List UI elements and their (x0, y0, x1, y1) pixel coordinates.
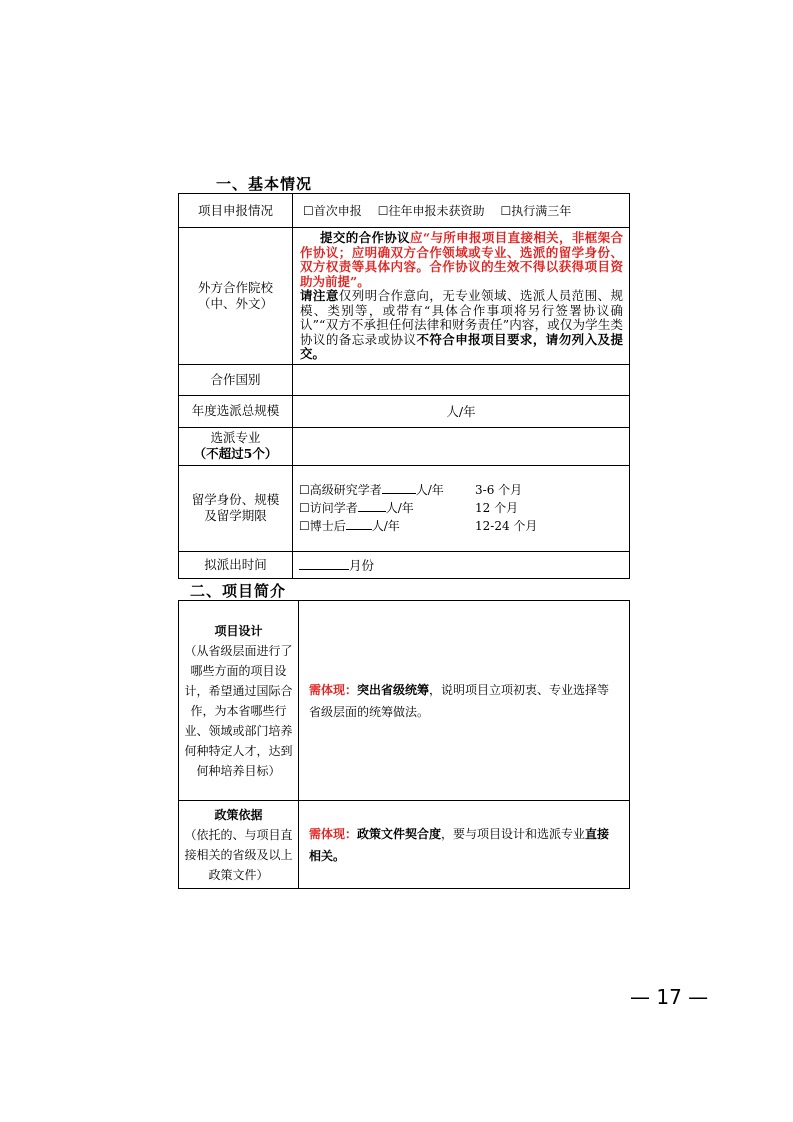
section1-title: 一、基本情况 (216, 175, 313, 193)
application-label: 项目申报情况 (179, 194, 293, 228)
partner-label (179, 228, 293, 365)
agreement-lead: 提交的合作协议 (320, 230, 411, 245)
design-req-text: ，说明项目立项初衷、专业选择等省级层面的统筹做法。 (309, 682, 610, 719)
policy-label-title: 政策依据 (214, 807, 263, 822)
partner-agreement-note (293, 228, 630, 365)
postdoc-checkbox[interactable]: ☐博士后 (299, 519, 346, 533)
policy-requirement[interactable] (299, 801, 630, 889)
row-project-design (179, 601, 630, 801)
policy-req-text: ，要与项目设计和选派专业 (441, 826, 586, 841)
senior-scholar-period: 3-6 个月 (475, 483, 523, 497)
policy-req-bold: 政策文件契合度 (357, 826, 442, 841)
partner-label-line2: （中、外文） (197, 295, 273, 311)
abroad-item-visiting[interactable] (293, 499, 629, 517)
row-application (179, 194, 630, 228)
abroad-item-senior[interactable] (293, 481, 629, 499)
agreement-requirement (300, 231, 623, 289)
visiting-scholar-count-blank[interactable] (358, 499, 386, 512)
row-partner (179, 228, 630, 365)
policy-req-red: 需体现： (309, 826, 358, 841)
row-scale (179, 395, 630, 427)
design-label-desc: （从省级层面进行了哪些方面的项目设计，希望通过国际合作，为本省哪些行业、领域或部门培养何种特定人才，达到何种培养目标） (184, 643, 293, 778)
page-number: — 17 — (630, 985, 709, 1009)
design-label-title: 项目设计 (214, 623, 263, 638)
basic-info-table (178, 193, 630, 579)
major-label (179, 427, 293, 465)
row-policy (179, 801, 630, 889)
design-req-bold: 突出省级统筹 (357, 682, 430, 697)
option-three-years[interactable]: ☐执行满三年 (500, 204, 572, 218)
abroad-label (179, 465, 293, 551)
visiting-scholar-checkbox[interactable]: ☐访问学者 (299, 501, 358, 515)
policy-label (179, 801, 299, 889)
senior-scholar-checkbox[interactable]: ☐高级研究学者 (299, 483, 382, 497)
design-requirement[interactable] (299, 601, 630, 801)
abroad-label-line1: 留学身份、规模 (191, 492, 280, 507)
postdoc-count-blank[interactable] (346, 517, 372, 530)
row-abroad (179, 465, 630, 551)
warning-conclusion: 不符合申报项目要求，请勿列入及提交。 (300, 331, 623, 361)
scale-field[interactable]: 人/年 (293, 395, 630, 427)
departure-month-blank[interactable] (299, 557, 349, 570)
row-departure (179, 551, 630, 578)
agreement-red-requirement: 应“与所申报项目直接相关，非框架合作协议；应明确双方合作领域或专业、选派的留学身份、双方权责等具体内容。合作协议的生效不得以获得项目资助为前提”。 (300, 230, 623, 289)
senior-scholar-count-blank[interactable] (382, 481, 416, 494)
major-label-line1: 选派专业 (210, 430, 261, 445)
departure-field (293, 551, 630, 578)
departure-suffix: 月份 (349, 557, 375, 573)
abroad-item-postdoc[interactable] (293, 517, 629, 535)
postdoc-unit: 人/年 (371, 519, 400, 533)
agreement-warning (300, 289, 623, 362)
country-label: 合作国别 (179, 364, 293, 395)
design-req-red: 需体现： (309, 682, 358, 697)
visiting-scholar-period: 12 个月 (475, 501, 519, 515)
policy-label-desc: （依托的、与项目直接相关的省级及以上政策文件） (184, 827, 293, 882)
row-country (179, 364, 630, 395)
postdoc-period: 12-24 个月 (475, 519, 538, 533)
visiting-scholar-unit: 人/年 (385, 501, 414, 515)
major-label-line2: （不超过5个） (193, 446, 278, 461)
warning-text: 仅列明合作意向，无专业领域、选派人员范围、规模、类别等，或带有“具体合作事项将另行签署协议确认”“双方不承担任何法律和财务责任”内容，或仅为学生类协议的备忘录或协议 (300, 288, 623, 347)
design-label (179, 601, 299, 801)
partner-label-line1: 外方合作院校 (197, 279, 273, 295)
warning-lead: 请注意 (300, 288, 339, 303)
option-first-application[interactable]: ☐首次申报 (303, 204, 362, 218)
row-major (179, 427, 630, 465)
departure-label: 拟派出时间 (179, 551, 293, 578)
project-intro-table (178, 600, 630, 889)
major-field[interactable] (293, 427, 630, 465)
policy-req-bold2: 直接相关。 (309, 826, 610, 863)
senior-scholar-unit: 人/年 (415, 483, 444, 497)
option-previous-unfunded[interactable]: ☐往年申报未获资助 (377, 204, 485, 218)
abroad-options (293, 465, 630, 551)
scale-label: 年度选派总规模 (179, 395, 293, 427)
abroad-label-line2: 及留学期限 (204, 508, 267, 523)
country-field[interactable] (293, 364, 630, 395)
section2-title: 二、项目简介 (190, 582, 287, 600)
application-options (293, 194, 630, 228)
